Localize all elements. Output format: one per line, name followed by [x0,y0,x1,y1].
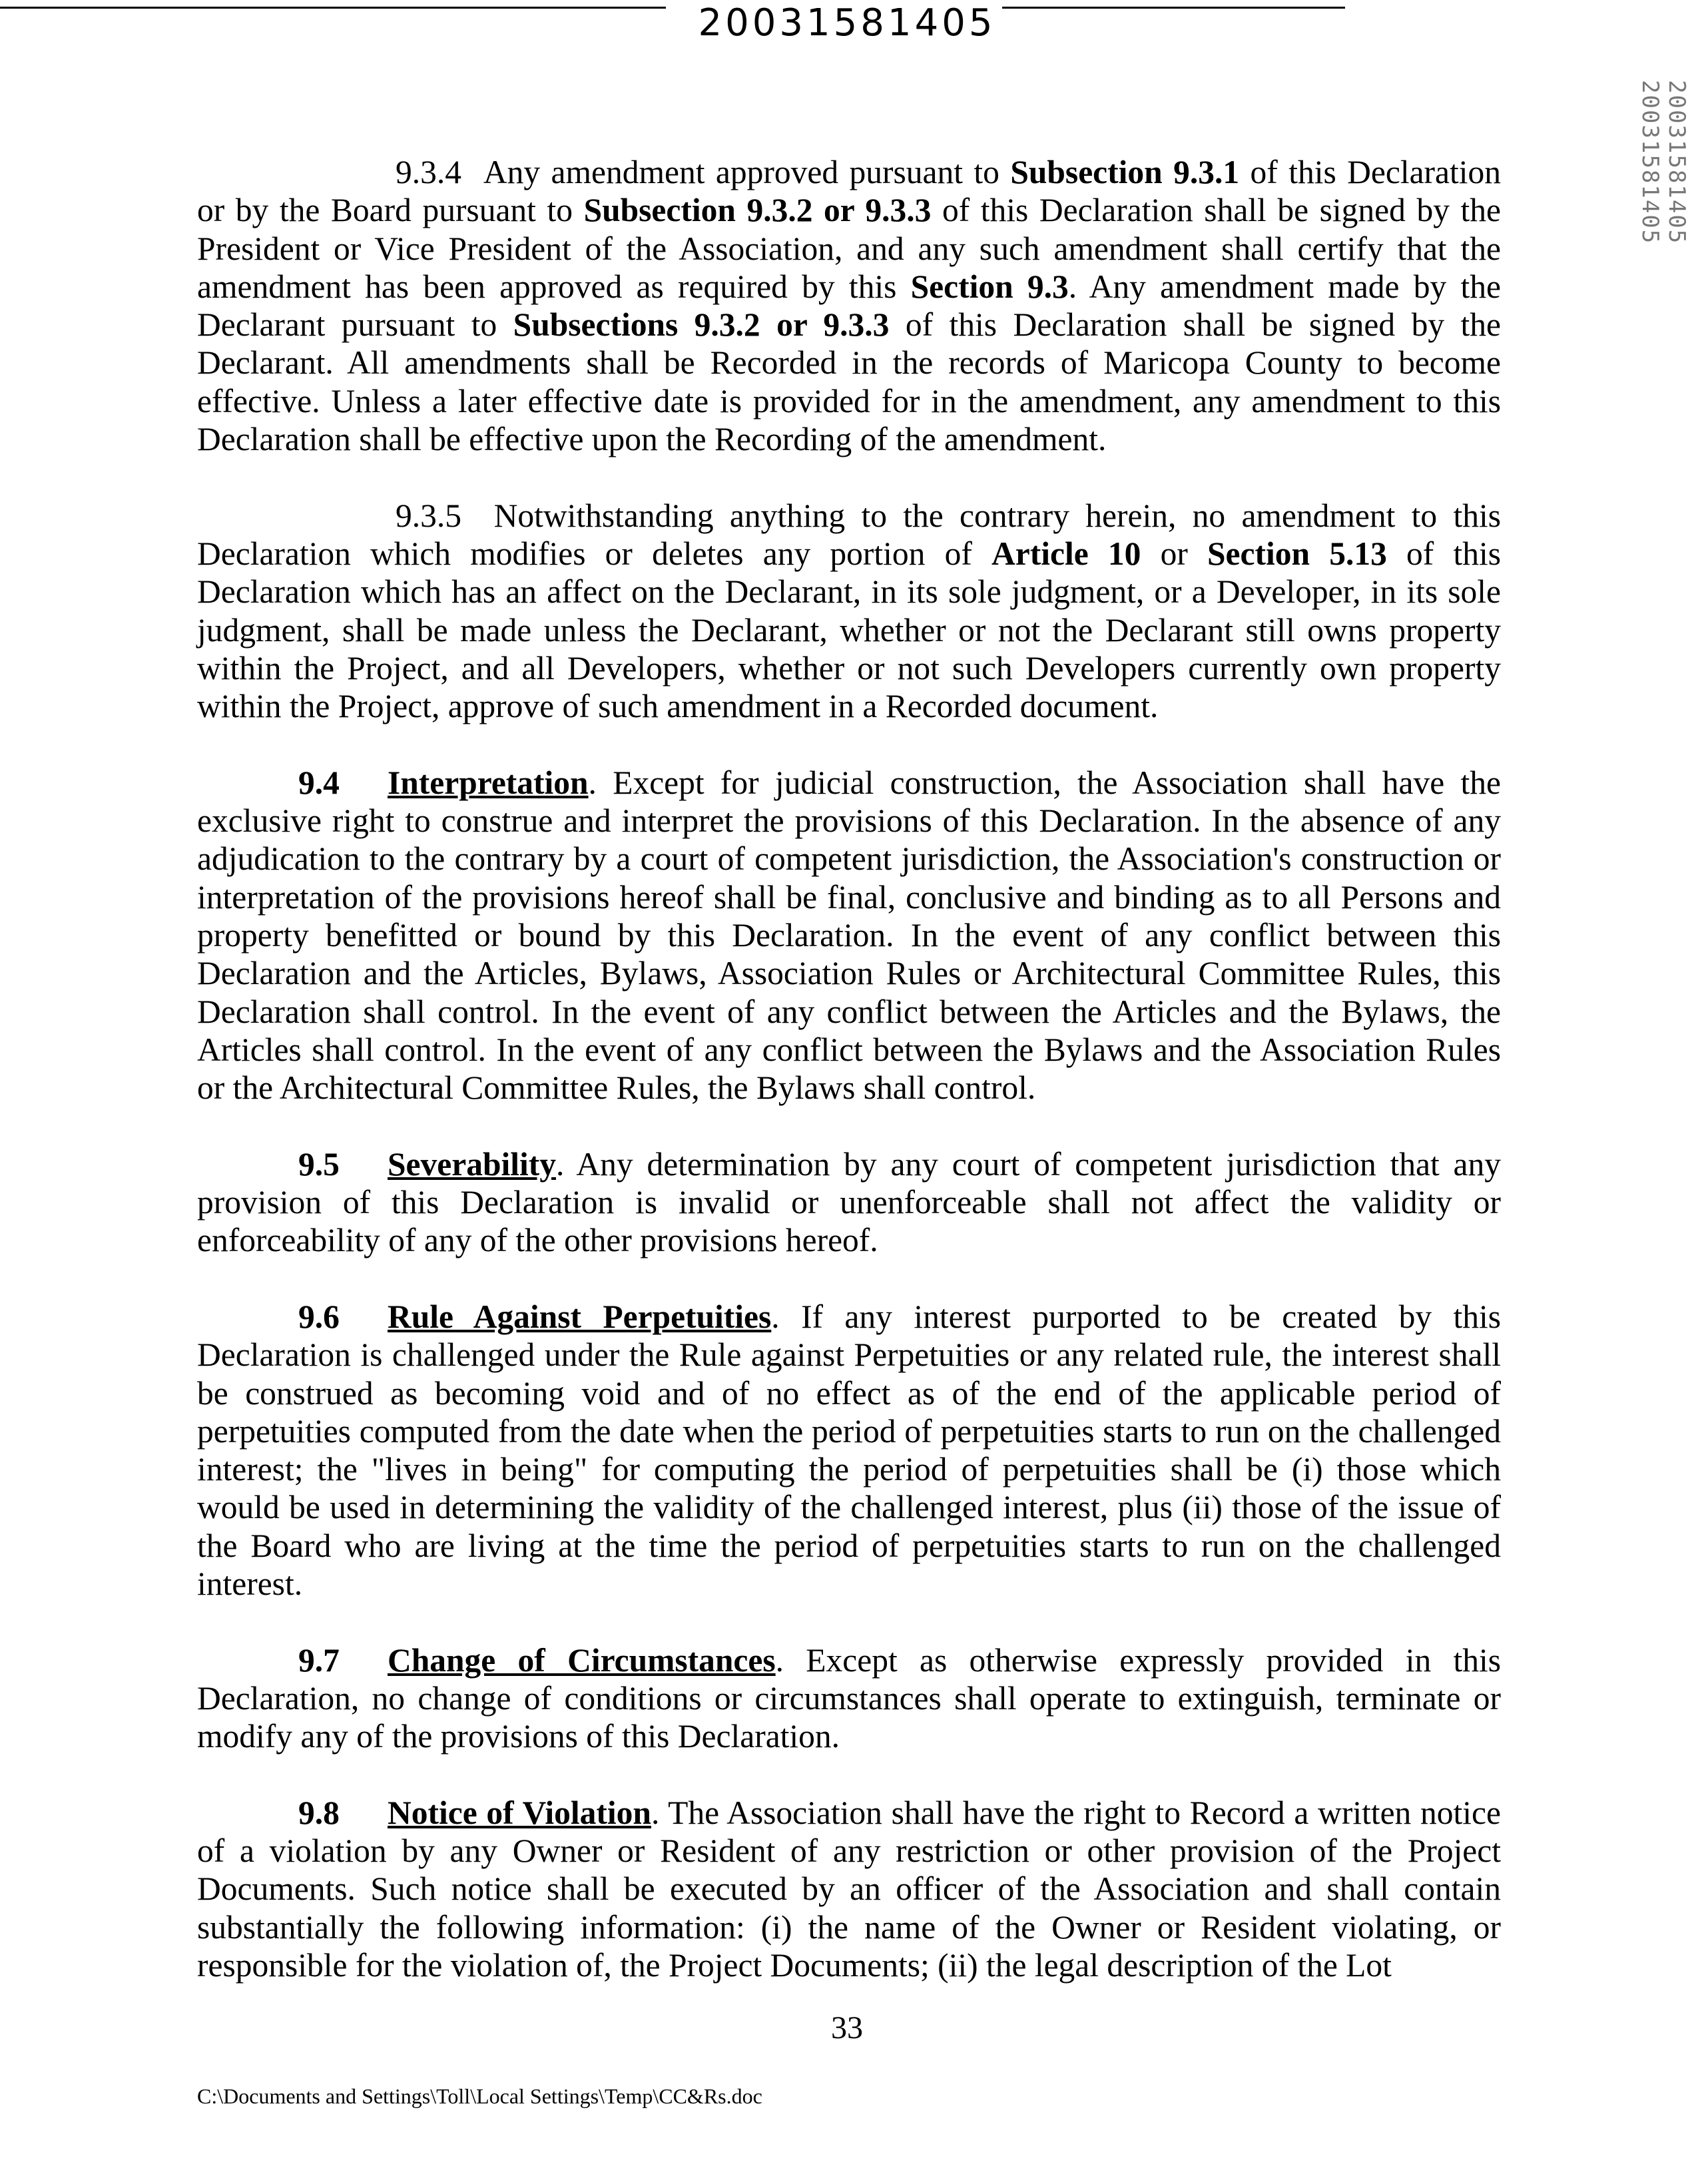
paragraph-number: 9.3.5 [396,497,461,534]
section-9-4 [197,764,1501,1107]
margin-recording-stamp: 20031581405 20031581405 [1637,80,1690,245]
section-9-8 [197,1794,1501,1984]
paragraph-9-3-5 [197,497,1501,726]
section-title: Severability [388,1145,556,1183]
page-number: 33 [831,2010,863,2046]
section-title: Interpretation [388,764,589,801]
section-9-7 [197,1641,1501,1756]
section-number: 9.6 [298,1298,340,1335]
paragraph-text: of this Declaration shall be signed by the Declarant. All amendments shall be Recorded in the records of Maricopa County to become effective. Unless a later effective date is provided for in the amendment, any amendment to this Declaration shall be effective upon the Recording of the amendment. [197,306,1501,458]
section-9-5 [197,1145,1501,1260]
section-number: 9.5 [298,1145,340,1183]
paragraph-number: 9.3.4 [396,154,461,190]
document-body [197,153,1501,2023]
paragraph-text: Any amendment approved pursuant to [483,154,1011,190]
footer-file-path: C:\Documents and Settings\Toll\Local Settings\Temp\CC&Rs.doc [197,2084,762,2108]
section-title: Notice of Violation [388,1794,651,1831]
section-text: . The Association shall have the right to Record a written notice of a violation by any Owner or Resident of any restriction or other provision of the Project Documents. Such notice shall be executed by an officer of the Association and shall contain substantially the following information: (i) the name of the Owner or Resident violating, or responsible for the violation of, the Project Documents; (ii) the legal description of the Lot [197,1794,1501,1984]
section-text: . Any determination by any court of competent jurisdiction that any provision of this Declaration is invalid or unenforceable shall not affect the validity or enforceability of any of the other provisions hereof. [197,1145,1501,1259]
paragraph-text: of this Declaration which has an affect on the Declarant, in its sole judgment, or a Developer, in its sole judgment, shall be made unless the Declarant, whether or not the Declarant still owns property within the Project, and all Developers, whether or not such Developers currently own property within the Project, approve of such amendment in a Recorded document. [197,535,1501,725]
document-number-text: 20031581405 [692,1,1003,45]
paragraph-9-3-4 [197,153,1501,458]
paragraph-text: . Any amendment made by the Declarant pursuant to [197,268,1501,344]
bold-reference: Article 10 [991,535,1141,572]
section-text: . Except as otherwise expressly provided in this Declaration, no change of conditions or circumstances shall operate to extinguish, terminate or modify any of the provisions of this Declaration. [197,1641,1501,1755]
paragraph-text: Notwithstanding anything to the contrary herein, no amendment to this Declaration which modifies or deletes any portion of [197,497,1501,572]
section-number: 9.7 [298,1641,340,1679]
bold-reference: Subsection 9.3.2 or 9.3.3 [583,192,932,229]
section-title: Rule Against Perpetuities [388,1298,772,1335]
bold-reference: Section 9.3 [910,268,1069,305]
section-number: 9.4 [298,764,340,801]
document-number [0,1,1694,45]
bold-reference: Subsections 9.3.2 or 9.3.3 [513,306,890,344]
section-title: Change of Circumstances [388,1641,776,1679]
section-9-6 [197,1298,1501,1603]
section-number: 9.8 [298,1794,340,1831]
paragraph-text: or [1141,535,1208,572]
paragraph-text: of this Declaration or by the Board pursuant to [197,154,1502,229]
bold-reference: Subsection 9.3.1 [1010,154,1240,190]
section-text: . Except for judicial construction, the Association shall have the exclusive right to construe and interpret the provisions of this Declaration. In the absence of any adjudication to the contrary by a court of competent jurisdiction, the Association's construction or interpretation of the provisions hereof shall be final, conclusive and binding as to all Persons and property benefitted or bound by this Declaration. In the event of any conflict between this Declaration and the Articles, Bylaws, Association Rules or Architectural Committee Rules, this Declaration shall control. In the event of any conflict between the Articles and the Bylaws, the Articles shall control. In the event of any conflict between the Bylaws and the Association Rules or the Architectural Committee Rules, the Bylaws shall control. [197,764,1501,1107]
section-text: . If any interest purported to be created by this Declaration is challenged under the Rule against Perpetuities or any related rule, the interest shall be construed as becoming void and of no effect as of the end of the applicable period of perpetuities computed from the date when the period of perpetuities starts to run on the challenged interest; the "lives in being" for computing the period of perpetuities shall be (i) those which would be used in determining the validity of the challenged interest, plus (ii) those of the issue of the Board who are living at the time the period of perpetuities starts to run on the challenged interest. [197,1298,1501,1602]
bold-reference: Section 5.13 [1207,535,1387,572]
paragraph-text: of this Declaration shall be signed by the President or Vice President of the Association, and any such amendment shall certify that the amendment has been approved as required by this [197,192,1501,305]
